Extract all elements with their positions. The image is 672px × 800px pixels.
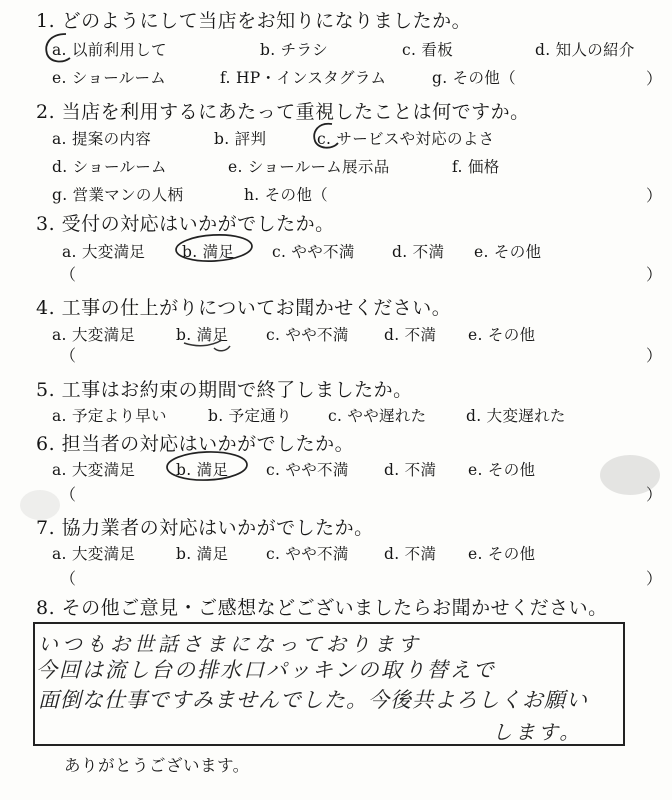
- question-2-title: 2. 当店を利用するにあたって重視したことは何ですか。: [36, 101, 530, 123]
- q4-option-e[interactable]: e. その他: [468, 326, 536, 344]
- q3-paren-open: （: [60, 265, 77, 284]
- q5-option-b[interactable]: b. 予定通り: [208, 407, 292, 425]
- q4-paren-open: （: [60, 346, 77, 365]
- q2-option-e[interactable]: e. ショールーム展示品: [228, 158, 390, 176]
- question-8-title: 8. その他ご意見・ご感想などございましたらお聞かせください。: [36, 597, 608, 619]
- q1-paren-close: ）: [646, 69, 663, 88]
- q2-option-f[interactable]: f. 価格: [452, 158, 500, 176]
- q7-option-a[interactable]: a. 大変満足: [52, 545, 136, 563]
- q3-option-c[interactable]: c. やや不満: [272, 243, 355, 261]
- q4-option-d[interactable]: d. 不満: [384, 326, 437, 344]
- q3-paren-close: ）: [646, 265, 663, 284]
- q2-option-b[interactable]: b. 評判: [214, 130, 267, 148]
- q7-option-b[interactable]: b. 満足: [176, 545, 229, 563]
- q1-option-f[interactable]: f. HP・インスタグラム: [220, 69, 387, 87]
- q1-option-c[interactable]: c. 看板: [402, 41, 454, 59]
- q4-option-c[interactable]: c. やや不満: [266, 326, 349, 344]
- q7-paren-close: ）: [646, 569, 663, 588]
- q6-option-d[interactable]: d. 不満: [384, 461, 437, 479]
- q1-option-e[interactable]: e. ショールーム: [52, 69, 167, 87]
- q1-option-d[interactable]: d. 知人の紹介: [535, 41, 635, 59]
- q1-option-a[interactable]: a. 以前利用して: [52, 41, 167, 59]
- q4-option-a[interactable]: a. 大変満足: [52, 326, 136, 344]
- q7-paren-open: （: [60, 569, 77, 588]
- q6-paren-close: ）: [646, 485, 663, 504]
- q2-option-h[interactable]: h. その他（: [244, 186, 328, 204]
- question-5-title: 5. 工事はお約束の期間で終了しましたか。: [36, 379, 413, 401]
- q4-option-b[interactable]: b. 満足: [176, 326, 229, 344]
- q2-option-c[interactable]: c. サービスや対応のよさ: [317, 130, 495, 148]
- question-7-title: 7. 協力業者の対応はいかがでしたか。: [36, 517, 374, 539]
- q3-option-a[interactable]: a. 大変満足: [62, 243, 146, 261]
- question-3-title: 3. 受付の対応はいかがでしたか。: [36, 213, 335, 235]
- q5-option-a[interactable]: a. 予定より早い: [52, 407, 167, 425]
- handwritten-line-4: します。: [492, 720, 583, 744]
- q1-option-b[interactable]: b. チラシ: [260, 41, 329, 59]
- q2-paren-close: ）: [646, 186, 663, 205]
- question-6-title: 6. 担当者の対応はいかがでしたか。: [36, 433, 355, 455]
- question-4-title: 4. 工事の仕上がりについてお聞かせください。: [36, 297, 452, 319]
- q2-option-d[interactable]: d. ショールーム: [52, 158, 167, 176]
- q3-option-b[interactable]: b. 満足: [182, 243, 235, 261]
- q2-option-a[interactable]: a. 提案の内容: [52, 130, 151, 148]
- handwritten-line-1: いつもお世話さまになっております: [38, 632, 422, 656]
- q7-option-e[interactable]: e. その他: [468, 545, 536, 563]
- q3-option-e[interactable]: e. その他: [474, 243, 542, 261]
- q6-option-a[interactable]: a. 大変満足: [52, 461, 136, 479]
- handwritten-line-3: 面倒な仕事ですみませんでした。今後共よろしくお願い: [38, 688, 588, 712]
- q4-paren-close: ）: [646, 346, 663, 365]
- q6-paren-open: （: [60, 485, 77, 504]
- q3-option-d[interactable]: d. 不満: [392, 243, 445, 261]
- q7-option-c[interactable]: c. やや不満: [266, 545, 349, 563]
- q5-option-c[interactable]: c. やや遅れた: [328, 407, 427, 425]
- q5-option-d[interactable]: d. 大変遅れた: [466, 407, 566, 425]
- q2-option-g[interactable]: g. 営業マンの人柄: [52, 186, 184, 204]
- closing-thanks: ありがとうございます。: [64, 756, 250, 775]
- q6-option-c[interactable]: c. やや不満: [266, 461, 349, 479]
- q6-option-e[interactable]: e. その他: [468, 461, 536, 479]
- q6-option-b[interactable]: b. 満足: [176, 461, 229, 479]
- question-1-title: 1. どのようにして当店をお知りになりましたか。: [36, 10, 472, 32]
- q7-option-d[interactable]: d. 不満: [384, 545, 437, 563]
- handwritten-line-2: 今回は流し台の排水口パッキンの取り替えで: [36, 658, 496, 682]
- q1-option-g[interactable]: g. その他（: [432, 69, 516, 87]
